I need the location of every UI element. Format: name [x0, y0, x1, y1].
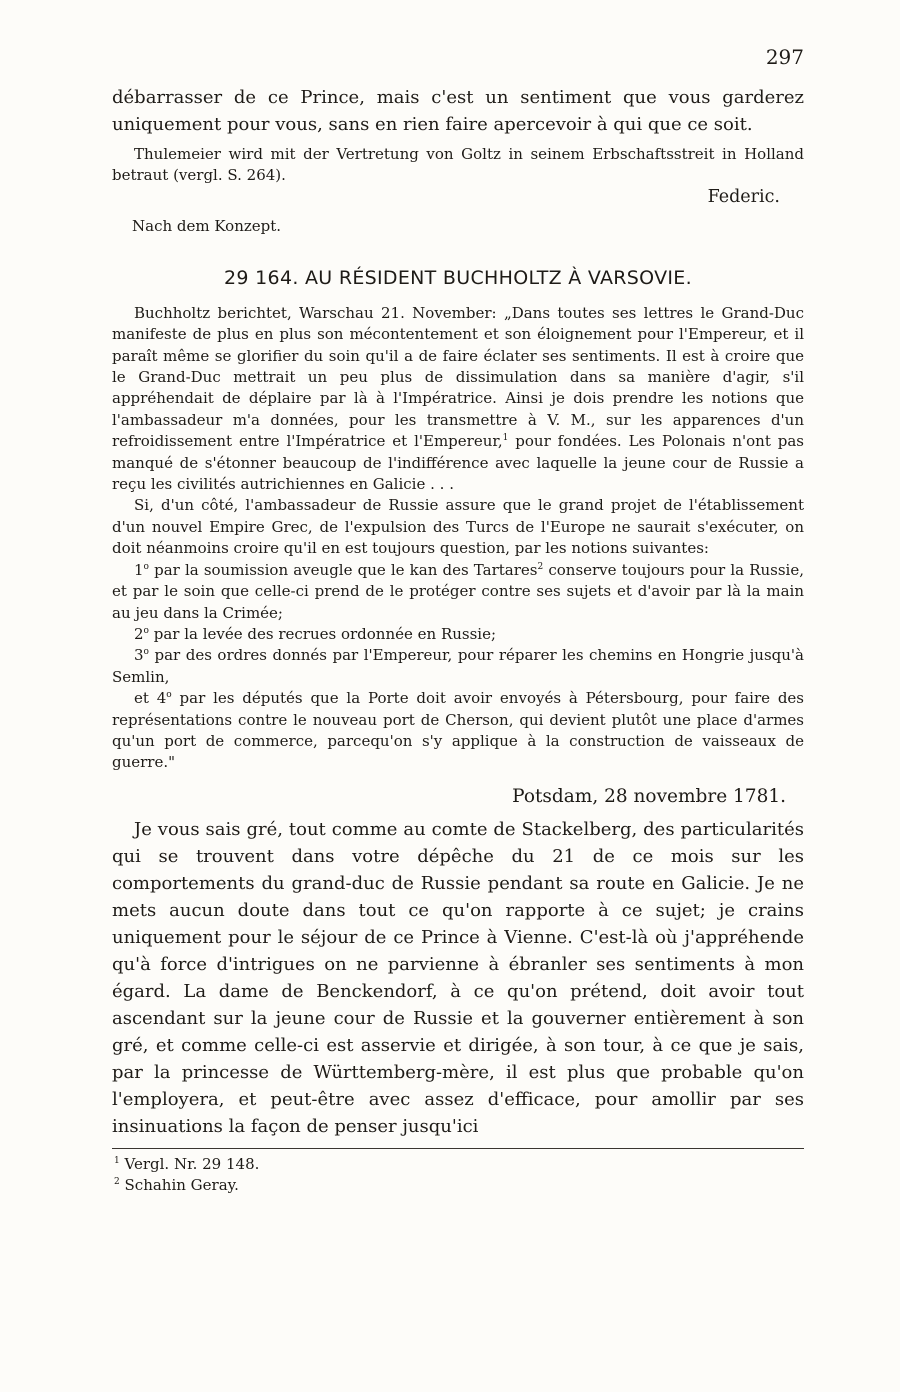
item-number: 3 — [134, 646, 144, 665]
page-number: 297 — [765, 45, 804, 69]
ordinal-mark: o — [143, 561, 149, 572]
document-heading: 29 164. AU RÉSIDENT BUCHHOLTZ À VARSOVIE. — [224, 266, 692, 289]
ordinal-mark: o — [143, 625, 149, 636]
opening-paragraph: débarrasser de ce Prince, mais c'est un sentiment que vous garderez uniquement pour vous, sans en rien faire apercevoir à qui que ce soit. — [112, 87, 804, 135]
footnote-ref: 1 — [502, 433, 509, 444]
item-text: par la soumission aveugle que le kan des Tartares — [148, 560, 538, 579]
item-text: par la levée des recrues ordonnée en Russie; — [148, 624, 497, 643]
report-item-1 — [112, 560, 804, 624]
report-text: pour fondées. Les Polonais n'ont pas manqué de s'étonner beaucoup de l'indifférence avec laquelle la jeune cour de Russie a reçu les civilités autrichiennes en Galicie . . . — [112, 432, 804, 494]
footnote-ref: 2 — [537, 561, 544, 572]
report-paragraph-1 — [112, 303, 804, 496]
dateline: Potsdam, 28 novembre 1781. — [512, 785, 786, 807]
footnote-2 — [114, 1175, 804, 1196]
ordinal-mark: o — [143, 647, 149, 658]
document-page — [112, 44, 804, 1196]
report-text: Buchholtz berichtet, Warschau 21. November: „Dans toutes ses lettres le Grand-Duc manifeste de plus en plus son mécontentement et son éloignement pour l'Empereur, et il paraît même se glorifier du soin qu'il a de faire éclater ses sentiments. Il est à croire que le Grand-Duc mettrait un peu plus de dissimulation dans sa manière d'agir, s'il appréhendait de déplaire par là à l'Impératrice. Ainsi je dois prendre les notions que l'ambassadeur m'a données, pour les transmettre à V. M., sur les apparences d'un refroidissement entre l'Impératrice et l'Empereur, — [112, 303, 804, 451]
item-text: conserve toujours pour la Russie, et par le soin que celle-ci prend de le protéger contre ses sujets et d'avoir par là la main au jeu dans la Crimée; — [112, 560, 804, 622]
footnote-text: Vergl. Nr. 29 148. — [124, 1154, 260, 1173]
item-text: par les députés que la Porte doit avoir envoyés à Pétersbourg, pour faire des représentations contre le nouveau port de Cherson, qui devient plutôt une place d'armes qu'un port de commerce, parcequ'on s'y applique à la construction de vaisseaux de guerre." — [112, 689, 804, 772]
source-note: Nach dem Konzept. — [132, 216, 282, 235]
item-number: 2 — [134, 624, 144, 643]
report-item-4 — [112, 688, 804, 774]
report-item-2 — [112, 624, 804, 645]
report-paragraph-2: Si, d'un côté, l'ambassadeur de Russie assure que le grand projet de l'établissement d'un nouvel Empire Grec, de l'expulsion des Turcs de l'Europe ne saurait s'exécuter, on doit néanmoins croire qu'il en est toujours question, par les notions suivantes: — [112, 496, 804, 558]
signature: Federic. — [707, 186, 780, 207]
footnote-mark: 1 — [114, 1155, 120, 1166]
footnote-1 — [114, 1154, 804, 1175]
item-number: 1 — [134, 560, 144, 579]
footnote-divider — [112, 1148, 804, 1149]
editorial-note: Thulemeier wird mit der Vertretung von Goltz in seinem Erbschaftsstreit in Holland betraut (vergl. S. 264). — [112, 145, 804, 185]
report-item-3 — [112, 645, 804, 688]
footnotes — [112, 1154, 804, 1196]
item-text: par des ordres donnés par l'Empereur, pour réparer les chemins en Hongrie jusqu'à Semlin, — [112, 646, 804, 686]
item-number: et 4 — [134, 689, 167, 708]
report-summary — [112, 303, 804, 774]
footnote-mark: 2 — [114, 1176, 120, 1187]
letter-body: Je vous sais gré, tout comme au comte de Stackelberg, des particularités qui se trouvent dans votre dépêche du 21 de ce mois sur les comportements du grand-duc de Russie pendant sa route en Galicie. Je ne mets aucun doute dans tout ce qu'on rapporte à ce sujet; je crains uniquement pour le séjour de ce Prince à Vienne. C'est-là où j'appréhende qu'à force d'intrigues on ne parvienne à ébranler ses sentiments à mon égard. La dame de Benckendorf, à ce qu'on prétend, doit avoir tout ascendant sur la jeune cour de Russie et la gouverner entièrement à son gré, et comme celle-ci est asservie et dirigée, à son tour, à ce que je sais, par la princesse de Württemberg-mère, il est plus que probable qu'on l'employera, et peut-être avec assez d'efficace, pour amollir par ses insinuations la façon de penser jusqu'ici — [112, 818, 804, 1137]
ordinal-mark: o — [166, 690, 172, 701]
footnote-text: Schahin Geray. — [124, 1175, 239, 1194]
